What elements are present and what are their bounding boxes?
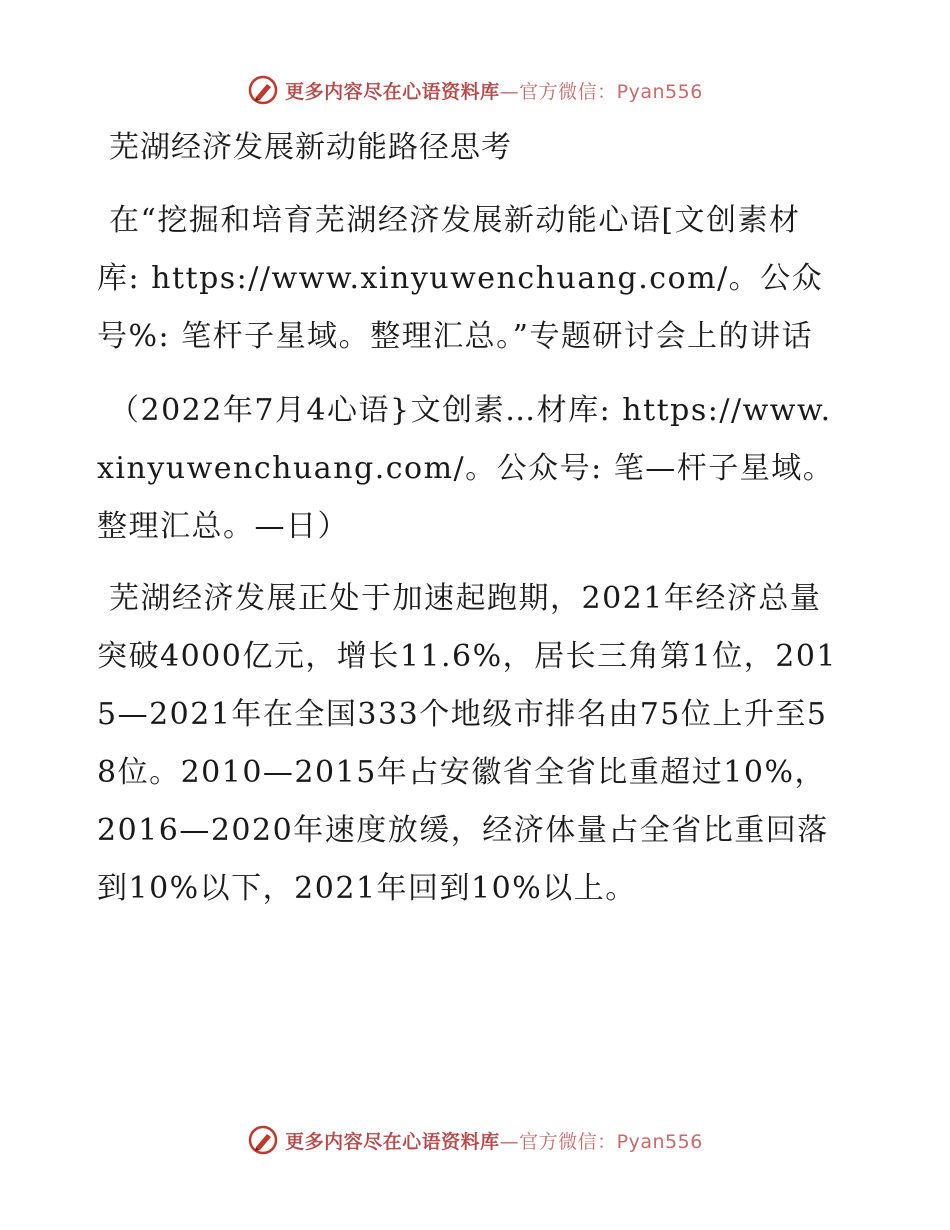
pen-logo-icon bbox=[247, 1124, 279, 1156]
paragraph-economy-overview: 芜湖经济发展正处于加速起跑期，2021年经济总量突破4000亿元，增长11.6%，居长三角第1位，2015—2021年在全国333个地级市排名由75位上升至58位。2010—2015年占安徽省全省比重超过10%，2016—2020年速度放缓，经济体量占全省比重回落到10%以下，2021年回到10%以上。 bbox=[97, 581, 837, 906]
paragraph-date: （2022年7月4心语}文创素…材库: https://www.xinyuwenchuang.com/。公众号: 笔—杆子星域。整理汇总。—日） bbox=[97, 393, 835, 544]
document-body bbox=[97, 120, 837, 918]
footer-watermark bbox=[0, 1120, 950, 1160]
watermark-text bbox=[285, 77, 703, 104]
pen-logo-icon bbox=[247, 74, 279, 106]
paragraph-speech-occasion: 在“挖掘和培育芜湖经济发展新动能心语[文创素材库: https://www.xinyuwenchuang.com/。公众号%: 笔杆子星域。整理汇总。”专题研讨会上的讲话 bbox=[97, 203, 824, 354]
watermark-text bbox=[285, 1127, 703, 1154]
document-title: 芜湖经济发展新动能路径思考 bbox=[109, 130, 512, 165]
watermark-rest: —官方微信：Pyan556 bbox=[499, 80, 703, 103]
header-watermark bbox=[0, 70, 950, 110]
watermark-rest: —官方微信：Pyan556 bbox=[499, 1130, 703, 1153]
watermark-lead: 更多内容尽在心语资料库 bbox=[285, 80, 500, 103]
watermark-lead: 更多内容尽在心语资料库 bbox=[285, 1130, 500, 1153]
